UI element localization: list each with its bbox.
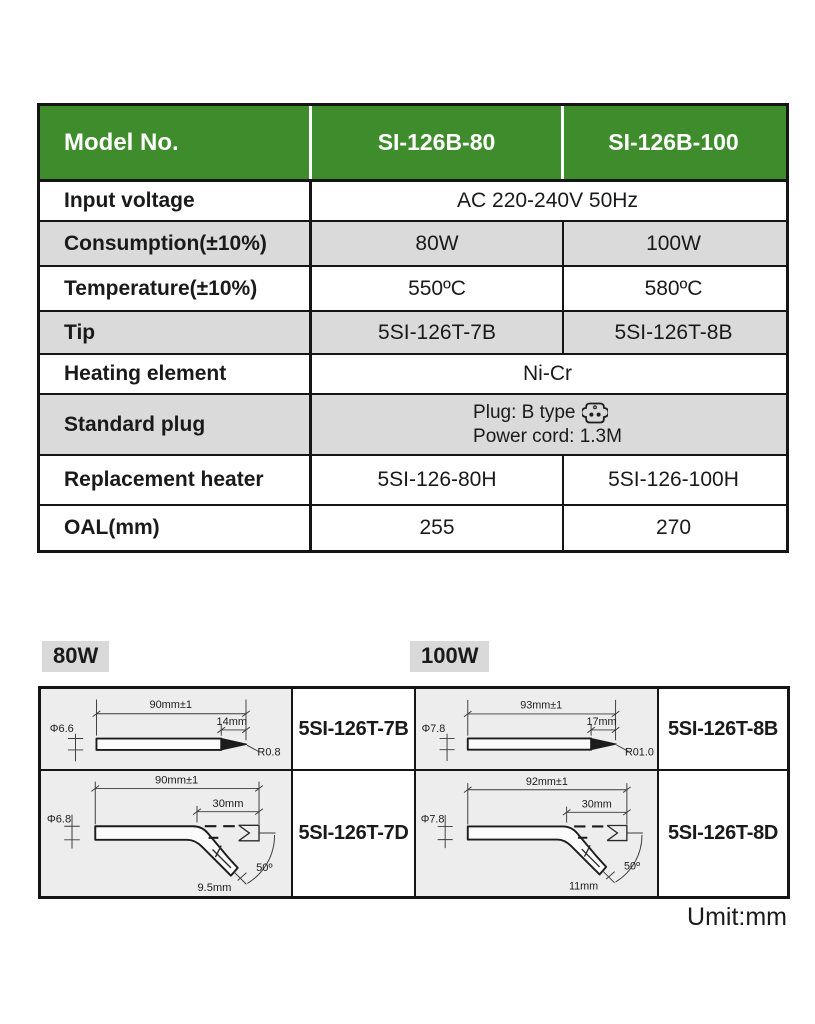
b-type-plug-icon	[582, 401, 608, 425]
dim-overall-label: 90mm±1	[155, 774, 199, 787]
row-label: Heating element	[40, 355, 312, 393]
dim-angle-label: 50º	[624, 860, 641, 873]
dim-radius-label: R0.8	[257, 746, 281, 759]
row-value-100: 270	[655, 516, 692, 539]
row-consumption	[40, 222, 786, 267]
row-label: Standard plug	[40, 395, 312, 454]
row-value-100: 5SI-126T-8B	[614, 320, 733, 344]
dim-segment-label: 30mm	[581, 798, 612, 811]
row-value-80: 80W	[312, 222, 564, 265]
row-label: Replacement heater	[40, 456, 312, 504]
dim-overall-label: 92mm±1	[525, 776, 568, 789]
unit-note: Umit:mm	[687, 903, 787, 931]
row-value-80: 255	[312, 506, 564, 550]
row-replacement-heater	[40, 456, 786, 506]
row-input-voltage	[40, 182, 786, 222]
row-tip	[40, 312, 786, 355]
dim-diameter-label: Φ7.8	[420, 813, 445, 826]
row-label: Consumption(±10%)	[40, 222, 312, 265]
row-value: AC 220-240V 50Hz	[457, 189, 638, 212]
dim-diameter-label: Φ7.8	[421, 722, 446, 735]
row-value-80: 5SI-126-80H	[312, 456, 564, 504]
row-value: Ni-Cr	[523, 362, 572, 385]
row-heating-element	[40, 355, 786, 395]
row-label: Temperature(±10%)	[40, 267, 312, 310]
dim-taper-label: 17mm	[586, 716, 617, 729]
row-standard-plug	[40, 395, 786, 456]
tip-model-7d: 5SI-126T-7D	[293, 771, 416, 896]
tip-drawing-7d	[41, 771, 293, 896]
power-label-100w: 100W	[410, 641, 489, 672]
row-value-100: 580ºC	[644, 276, 703, 300]
tip-drawing-7b	[41, 689, 293, 771]
dim-tip-length-label: 11mm	[568, 880, 599, 893]
tip-drawing-8d	[416, 771, 659, 896]
dim-angle-label: 50º	[256, 861, 273, 874]
power-label-80w: 80W	[42, 641, 109, 672]
plug-type-text: Plug: B type	[473, 401, 576, 423]
tip-drawing-8b	[416, 689, 659, 771]
power-cord-text: Power cord: 1.3M	[473, 425, 622, 447]
dim-tip-length-label: 9.5mm	[197, 882, 232, 895]
tip-model-8d: 5SI-126T-8D	[659, 771, 787, 896]
row-value-100: 5SI-126-100H	[608, 468, 739, 491]
row-label: Tip	[40, 312, 312, 353]
tip-drawings-table	[38, 686, 790, 899]
row-label: OAL(mm)	[40, 506, 312, 550]
dim-overall-label: 93mm±1	[520, 699, 563, 712]
row-oal	[40, 506, 786, 550]
tip-model-7b: 5SI-126T-7B	[293, 689, 416, 771]
spec-table	[37, 103, 789, 553]
row-value-80: 550ºC	[312, 267, 564, 310]
row-value-80: 5SI-126T-7B	[312, 312, 564, 353]
header-model-80: SI-126B-80	[312, 106, 564, 179]
tip-model-8b: 5SI-126T-8B	[659, 689, 787, 771]
dim-diameter-label: Φ6.8	[46, 813, 72, 826]
dim-overall-label: 90mm±1	[149, 699, 193, 712]
dim-radius-label: R01.0	[624, 746, 654, 759]
dim-diameter-label: Φ6.6	[49, 722, 74, 735]
dim-taper-label: 14mm	[216, 716, 247, 729]
spec-table-header	[40, 106, 786, 182]
header-model-no: Model No.	[40, 106, 312, 179]
row-label: Input voltage	[40, 182, 312, 220]
row-temperature	[40, 267, 786, 312]
row-value	[312, 395, 783, 454]
dim-segment-label: 30mm	[212, 797, 244, 810]
row-value-100: 100W	[646, 231, 701, 255]
header-model-100: SI-126B-100	[608, 129, 739, 155]
